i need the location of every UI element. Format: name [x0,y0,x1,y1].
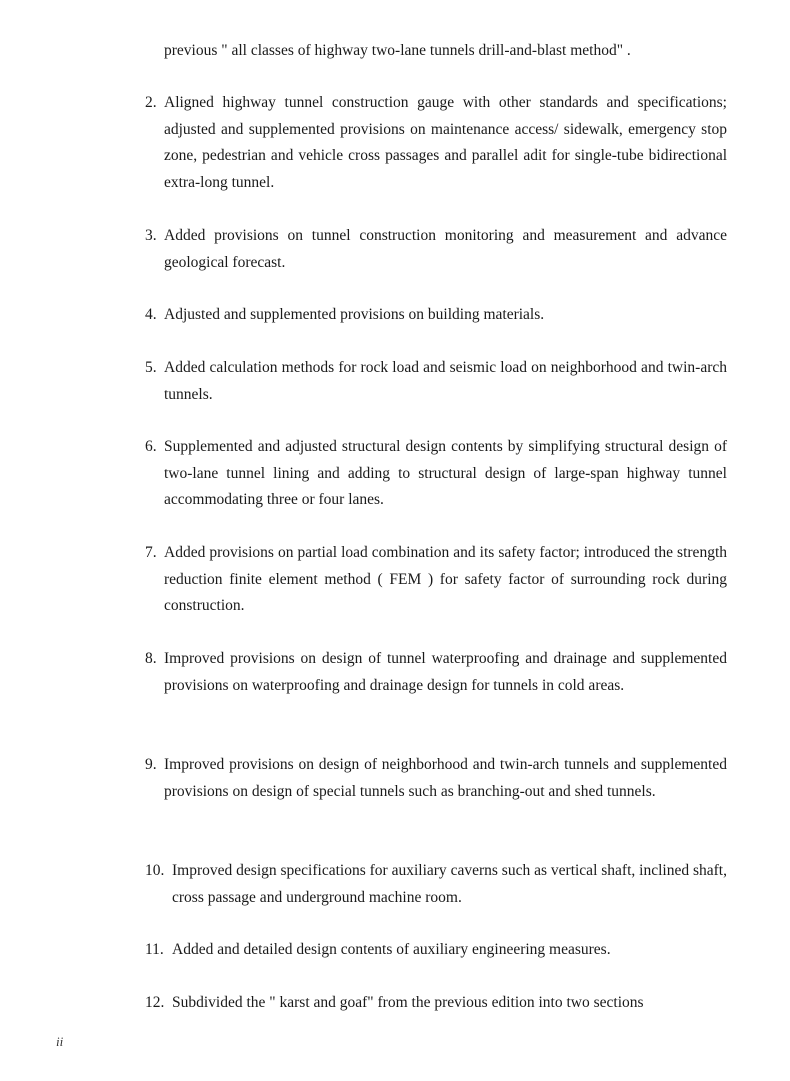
item-number: 4. [145,306,157,323]
list-item-9 [145,752,727,805]
item-text: Added provisions on tunnel construction monitoring and measurement and advance geological forecast. [164,227,727,271]
item-text: Added provisions on partial load combination and its safety factor; introduced the strength reduction finite element method ( FEM ) for safety factor of surrounding rock during construction. [164,544,727,614]
item-text: Subdivided the " karst and goaf" from the previous edition into two sections [172,994,644,1011]
list-item-6 [145,434,727,514]
item-number: 7. [145,544,157,561]
item-text: Improved provisions on design of neighborhood and twin-arch tunnels and supplemented provisions on design of special tunnels such as branching-out and shed tunnels. [164,756,727,800]
list-item-8 [145,646,727,699]
list-item-10 [145,858,727,911]
item-text: Added and detailed design contents of auxiliary engineering measures. [172,941,611,958]
list-item-5 [145,355,727,408]
item-number: 10. [145,862,165,879]
item-text: Added calculation methods for rock load and seismic load on neighborhood and twin-arch tunnels. [164,359,727,403]
item-number: 11. [145,941,164,958]
item-number: 12. [145,994,165,1011]
item-text: Improved design specifications for auxiliary caverns such as vertical shaft, inclined shaft, cross passage and underground machine room. [172,862,727,906]
list-item-11 [145,937,727,964]
item-text: Adjusted and supplemented provisions on building materials. [164,306,545,323]
page-number: ii [56,1034,64,1049]
item-number: 6. [145,438,157,455]
item-text: Aligned highway tunnel construction gauge with other standards and specifications; adjusted and supplemented provisions on maintenance access/ sidewalk, emergency stop zone, pedestrian and vehicle cross passages and parallel adit for single-tube bidirectional extra-long tunnel. [164,94,727,191]
item-number: 5. [145,359,157,376]
item-number: 8. [145,650,157,667]
list-item-4 [145,302,727,329]
item-number: 9. [145,756,157,773]
list-item-3 [145,223,727,276]
item-text: Improved provisions on design of tunnel waterproofing and drainage and supplemented provisions on waterproofing and drainage design for tunnels in cold areas. [164,650,727,694]
intro-continuation-line: previous " all classes of highway two-lane tunnels drill-and-blast method" . [164,42,631,59]
list-item-12 [145,990,727,1017]
list-item-2 [145,90,727,196]
item-number: 2. [145,94,157,111]
list-item-7 [145,540,727,620]
item-text: Supplemented and adjusted structural design contents by simplifying structural design of two-lane tunnel lining and adding to structural design of large-span highway tunnel accommodating three or four lanes. [164,438,727,508]
item-number: 3. [145,227,157,244]
